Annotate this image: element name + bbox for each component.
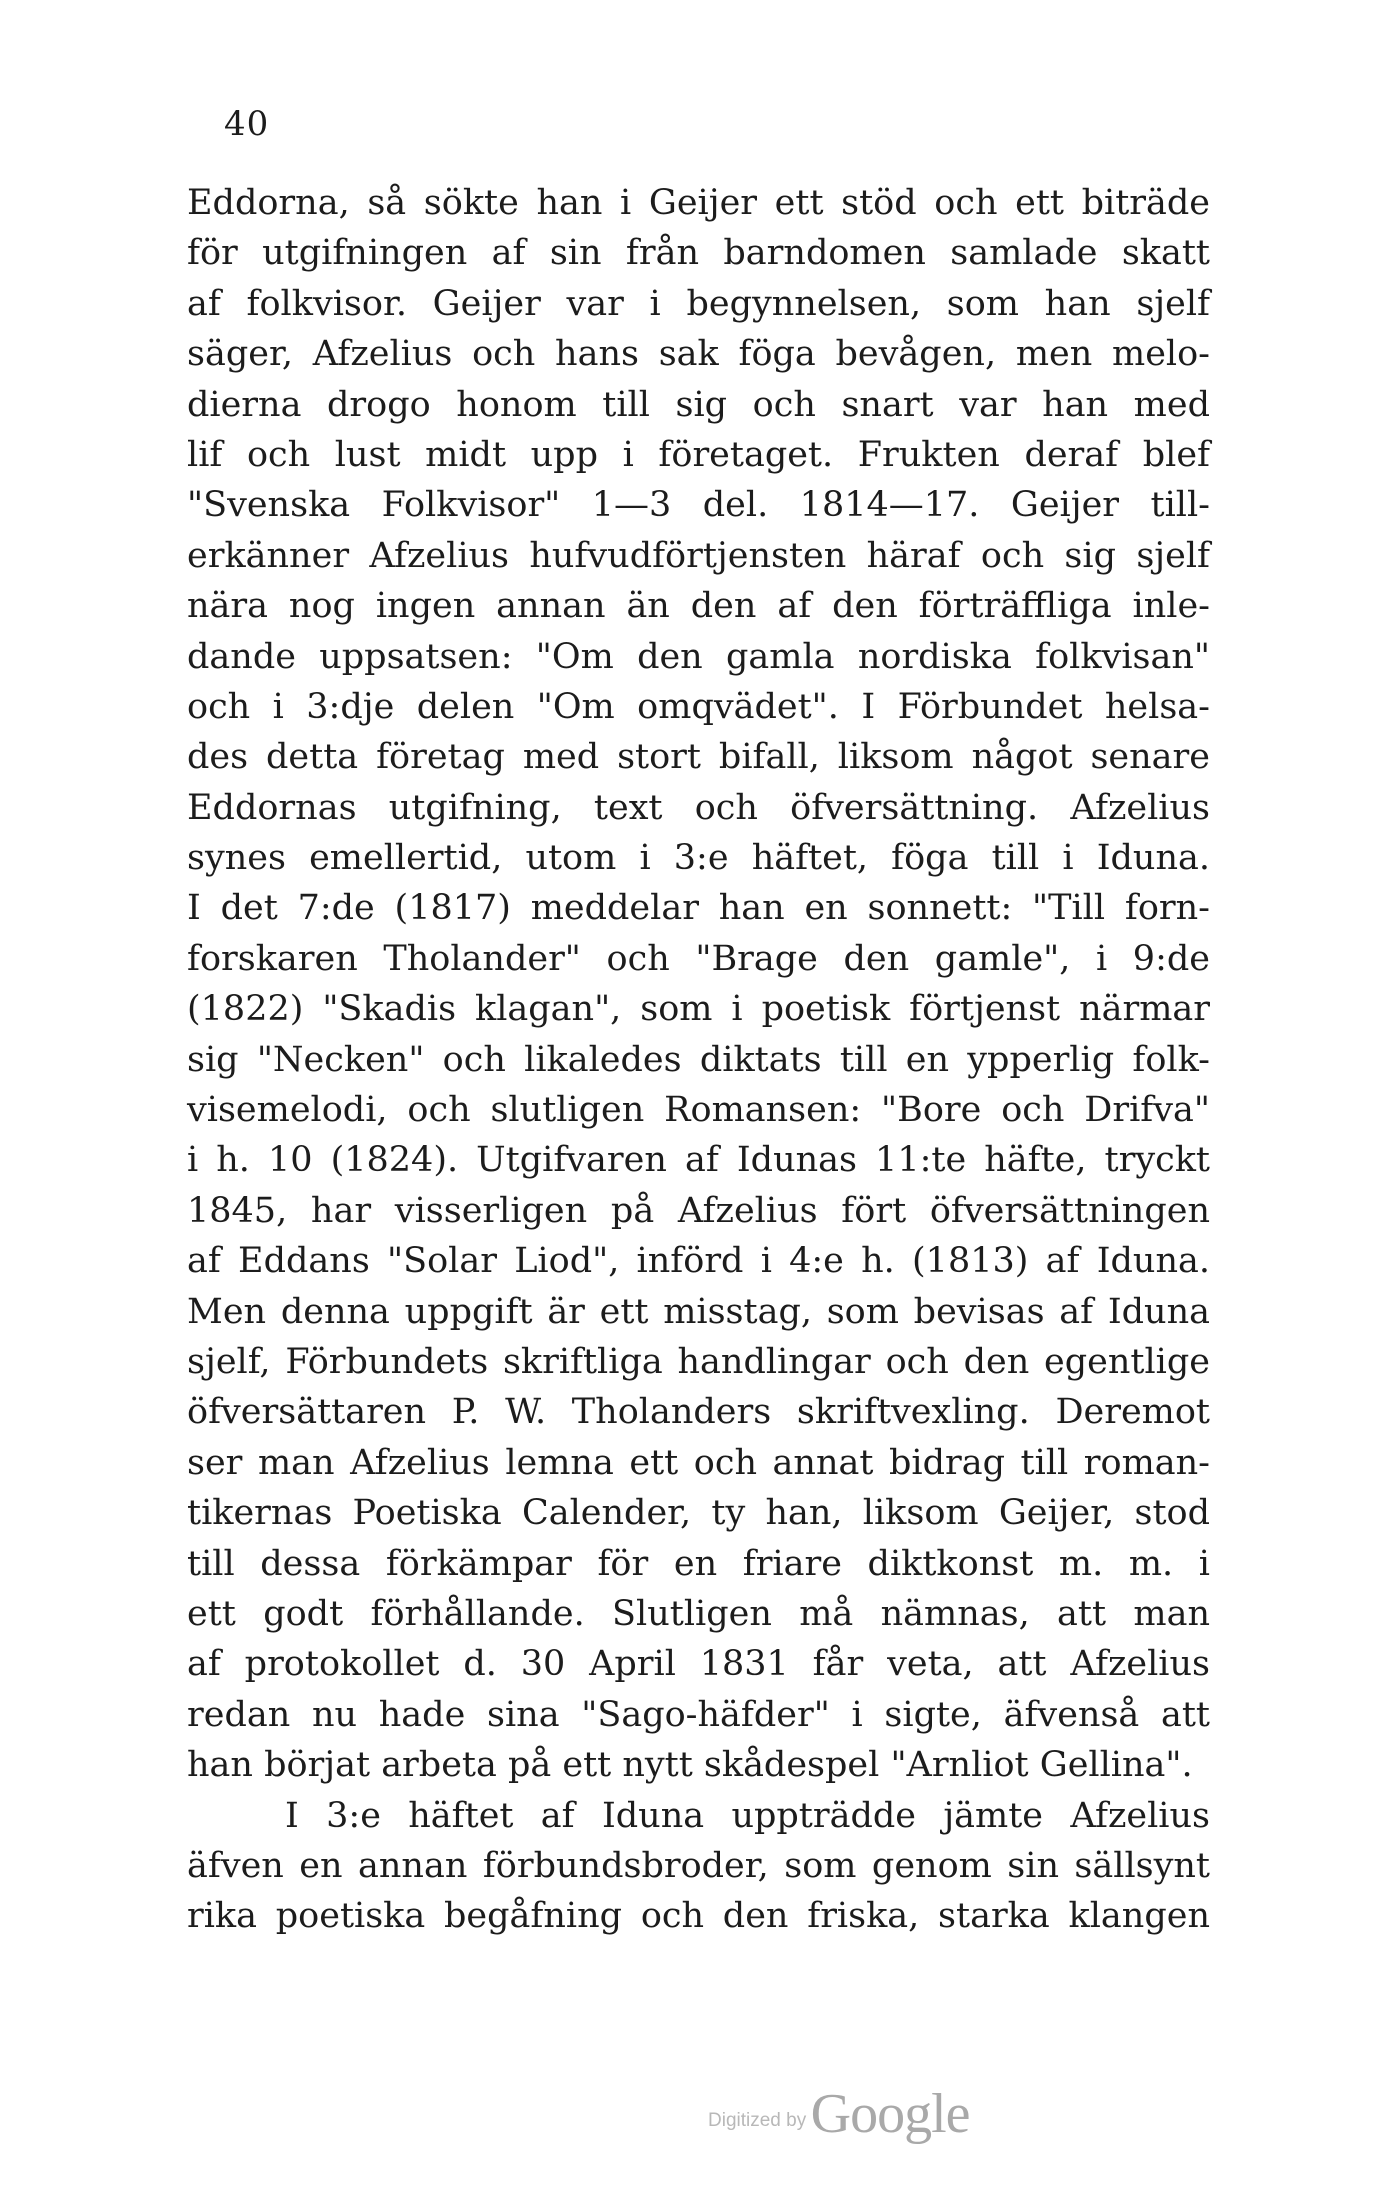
text-line: han börjat arbeta på ett nytt skådespel "Arnliot Gellina". bbox=[187, 1745, 1193, 1786]
text-line: nära nog ingen annan än den af den förträffliga inle- bbox=[187, 586, 1210, 627]
text-line: dierna drogo honom till sig och snart var han med bbox=[187, 384, 1210, 425]
text-line: Men denna uppgift är ett misstag, som bevisas af Iduna bbox=[187, 1291, 1210, 1332]
text-line: för utgifningen af sin från barndomen samlade skatt bbox=[187, 233, 1210, 274]
text-line: ser man Afzelius lemna ett och annat bidrag till roman- bbox=[187, 1442, 1210, 1483]
page-number: 40 bbox=[224, 104, 270, 144]
text-line: des detta företag med stort bifall, liksom något senare bbox=[187, 737, 1210, 778]
text-line: och i 3:dje delen "Om omqvädet". I Förbundet helsa- bbox=[187, 686, 1210, 727]
text-line: i h. 10 (1824). Utgifvaren af Idunas 11:te häfte, tryckt bbox=[187, 1140, 1210, 1181]
text-line: öfversättaren P. W. Tholanders skriftvexling. Deremot bbox=[187, 1392, 1210, 1433]
text-line: säger, Afzelius och hans sak föga bevågen, men melo- bbox=[187, 334, 1210, 375]
text-line: sjelf, Förbundets skriftliga handlingar och den egentlige bbox=[187, 1341, 1210, 1382]
text-line: erkänner Afzelius hufvudförtjensten häraf och sig sjelf bbox=[187, 535, 1210, 576]
text-line: lif och lust midt upp i företaget. Frukten deraf blef bbox=[187, 434, 1210, 475]
text-line: Eddorna, så sökte han i Geijer ett stöd och ett biträde bbox=[187, 183, 1210, 223]
body-text bbox=[187, 178, 1210, 1942]
text-line: till dessa förkämpar för en friare diktkonst m. m. i bbox=[187, 1543, 1210, 1584]
text-line: äfven en annan förbundsbroder, som genom sin sällsynt bbox=[187, 1845, 1210, 1886]
text-line: I det 7:de (1817) meddelar han en sonnett: "Till forn- bbox=[187, 888, 1210, 929]
text-line: tikernas Poetiska Calender, ty han, liksom Geijer, stod bbox=[187, 1493, 1210, 1534]
text-line: rika poetiska begåfning och den friska, starka klangen bbox=[187, 1896, 1210, 1937]
watermark-prefix: Digitized by bbox=[708, 2110, 807, 2131]
text-line: af protokollet d. 30 April 1831 får veta, att Afzelius bbox=[187, 1644, 1210, 1685]
watermark-brand-logo: Google bbox=[810, 2083, 970, 2145]
text-line: synes emellertid, utom i 3:e häftet, föga till i Iduna. bbox=[187, 838, 1210, 879]
text-line: dande uppsatsen: "Om den gamla nordiska folkvisan" bbox=[187, 636, 1210, 677]
text-line: af folkvisor. Geijer var i begynnelsen, som han sjelf bbox=[187, 283, 1210, 324]
text-line: redan nu hade sina "Sago-häfder" i sigte, äfvenså att bbox=[187, 1694, 1210, 1735]
text-line: forskaren Tholander" och "Brage den gamle", i 9:de bbox=[187, 938, 1210, 979]
digitized-watermark bbox=[708, 2082, 970, 2146]
text-line: (1822) "Skadis klagan", som i poetisk förtjenst närmar bbox=[187, 989, 1210, 1030]
text-line: visemelodi, och slutligen Romansen: "Bore och Drifva" bbox=[187, 1090, 1210, 1131]
text-line: I 3:e häftet af Iduna uppträdde jämte Afzelius bbox=[285, 1795, 1210, 1836]
text-line: ett godt förhållande. Slutligen må nämnas, att man bbox=[187, 1593, 1210, 1634]
text-line: "Svenska Folkvisor" 1—3 del. 1814—17. Geijer till- bbox=[187, 485, 1210, 526]
text-line: sig "Necken" och likaledes diktats till en ypperlig folk- bbox=[187, 1039, 1210, 1080]
text-line: Eddornas utgifning, text och öfversättning. Afzelius bbox=[187, 787, 1210, 828]
text-line: af Eddans "Solar Liod", införd i 4:e h. (1813) af Iduna. bbox=[187, 1241, 1210, 1282]
text-line: 1845, har visserligen på Afzelius fört öfversättningen bbox=[187, 1190, 1210, 1231]
